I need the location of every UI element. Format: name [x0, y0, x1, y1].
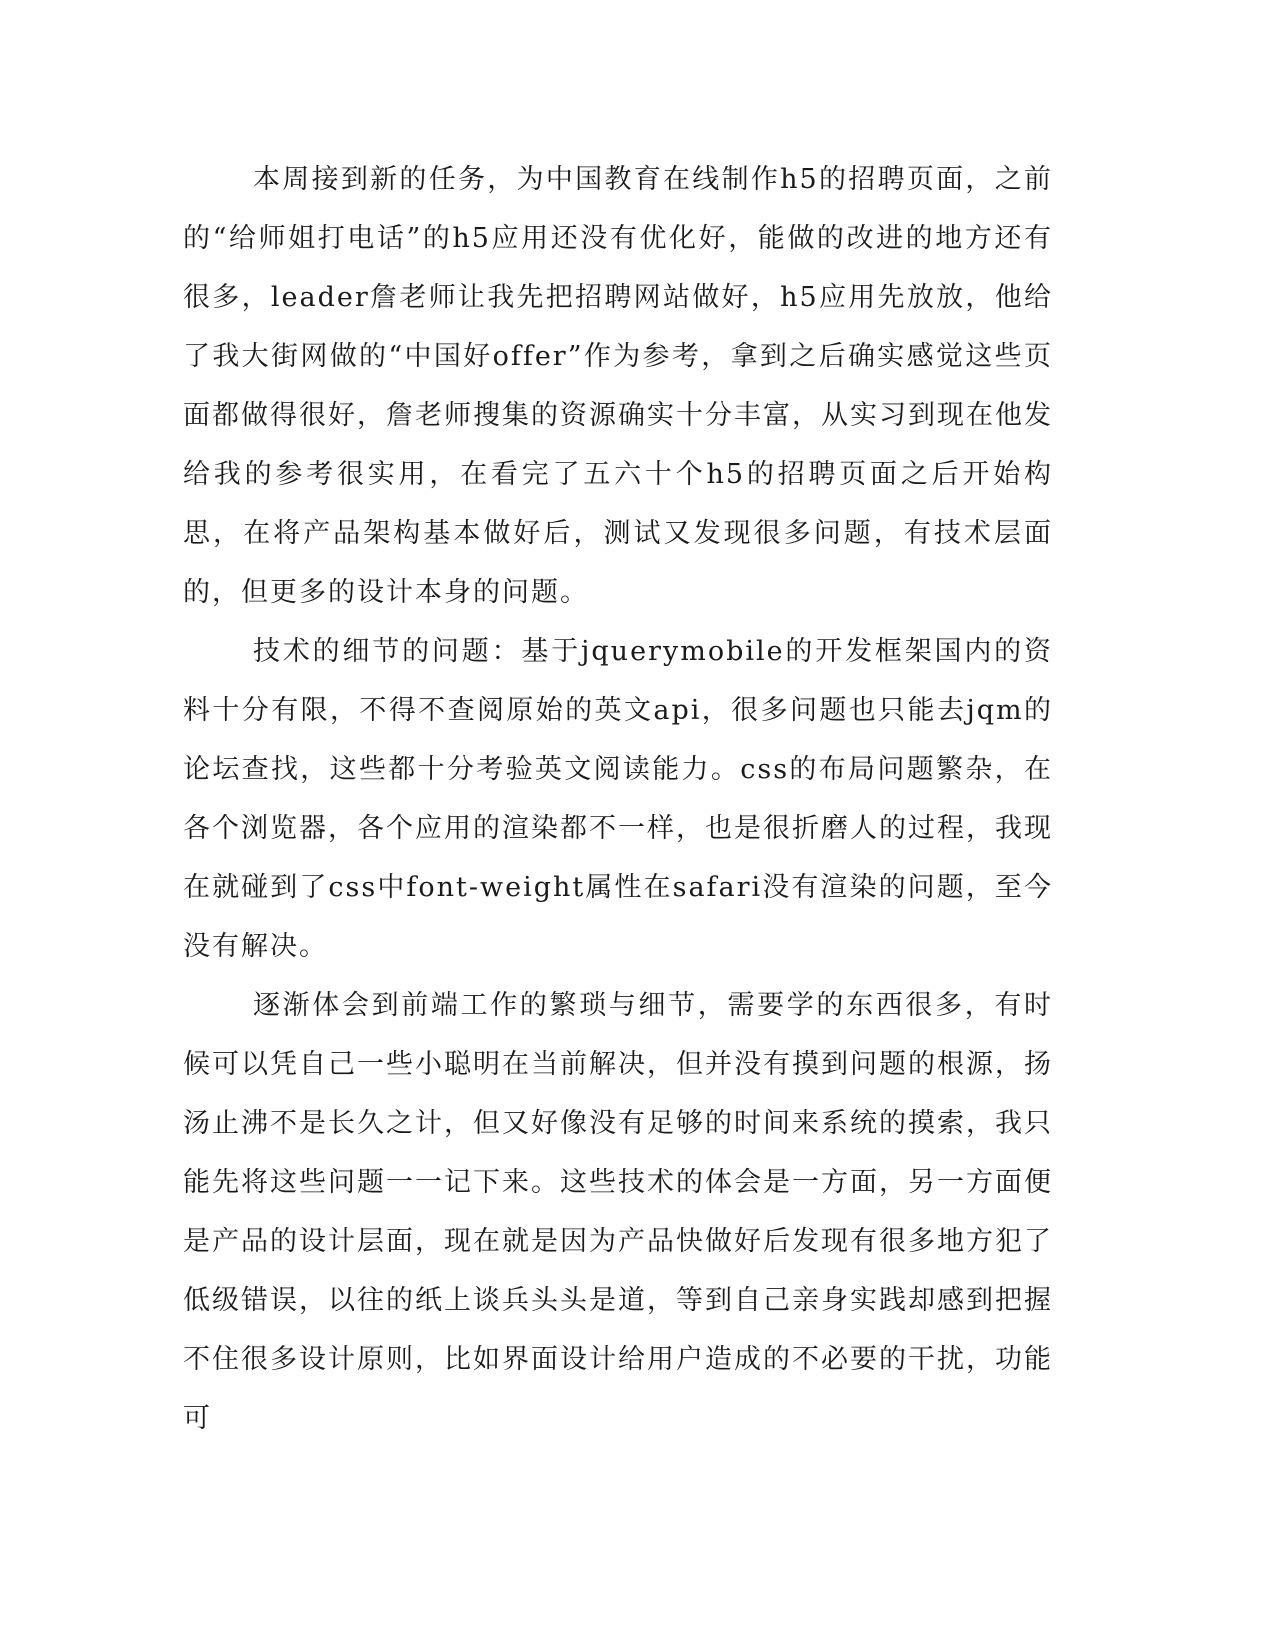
- paragraph-3: 逐渐体会到前端工作的繁琐与细节，需要学的东西很多，有时候可以凭自己一些小聪明在当前解决，但并没有摸到问题的根源，扬汤止沸不是长久之计，但又好像没有足够的时间来系统的摸索，我只能先将这些问题一一记下来。这些技术的体会是一方面，另一方面便是产品的设计层面，现在就是因为产品快做好后发现有很多地方犯了低级错误，以往的纸上谈兵头头是道，等到自己亲身实践却感到把握不住很多设计原则，比如界面设计给用户造成的不必要的干扰，功能可: [183, 990, 1053, 1434]
- paragraph-2: 技术的细节的问题：基于jquerymobile的开发框架国内的资料十分有限，不得不查阅原始的英文api，很多问题也只能去jqm的论坛查找，这些都十分考验英文阅读能力。css的布局问题繁杂，在各个浏览器，各个应用的渲染都不一样，也是很折磨人的过程，我现在就碰到了css中font-weight属性在safari没有渲染的问题，至今没有解决。: [183, 636, 1053, 962]
- document-body: [183, 150, 1053, 1448]
- paragraph-1: 本周接到新的任务，为中国教育在线制作h5的招聘页面，之前的“给师姐打电话”的h5应用还没有优化好，能做的改进的地方还有很多，leader詹老师让我先把招聘网站做好，h5应用先放放，他给了我大街网做的“中国好offer”作为参考，拿到之后确实感觉这些页面都做得很好，詹老师搜集的资源确实十分丰富，从实习到现在他发给我的参考很实用，在看完了五六十个h5的招聘页面之后开始构思，在将产品架构基本做好后，测试又发现很多问题，有技术层面的，但更多的设计本身的问题。: [183, 164, 1053, 608]
